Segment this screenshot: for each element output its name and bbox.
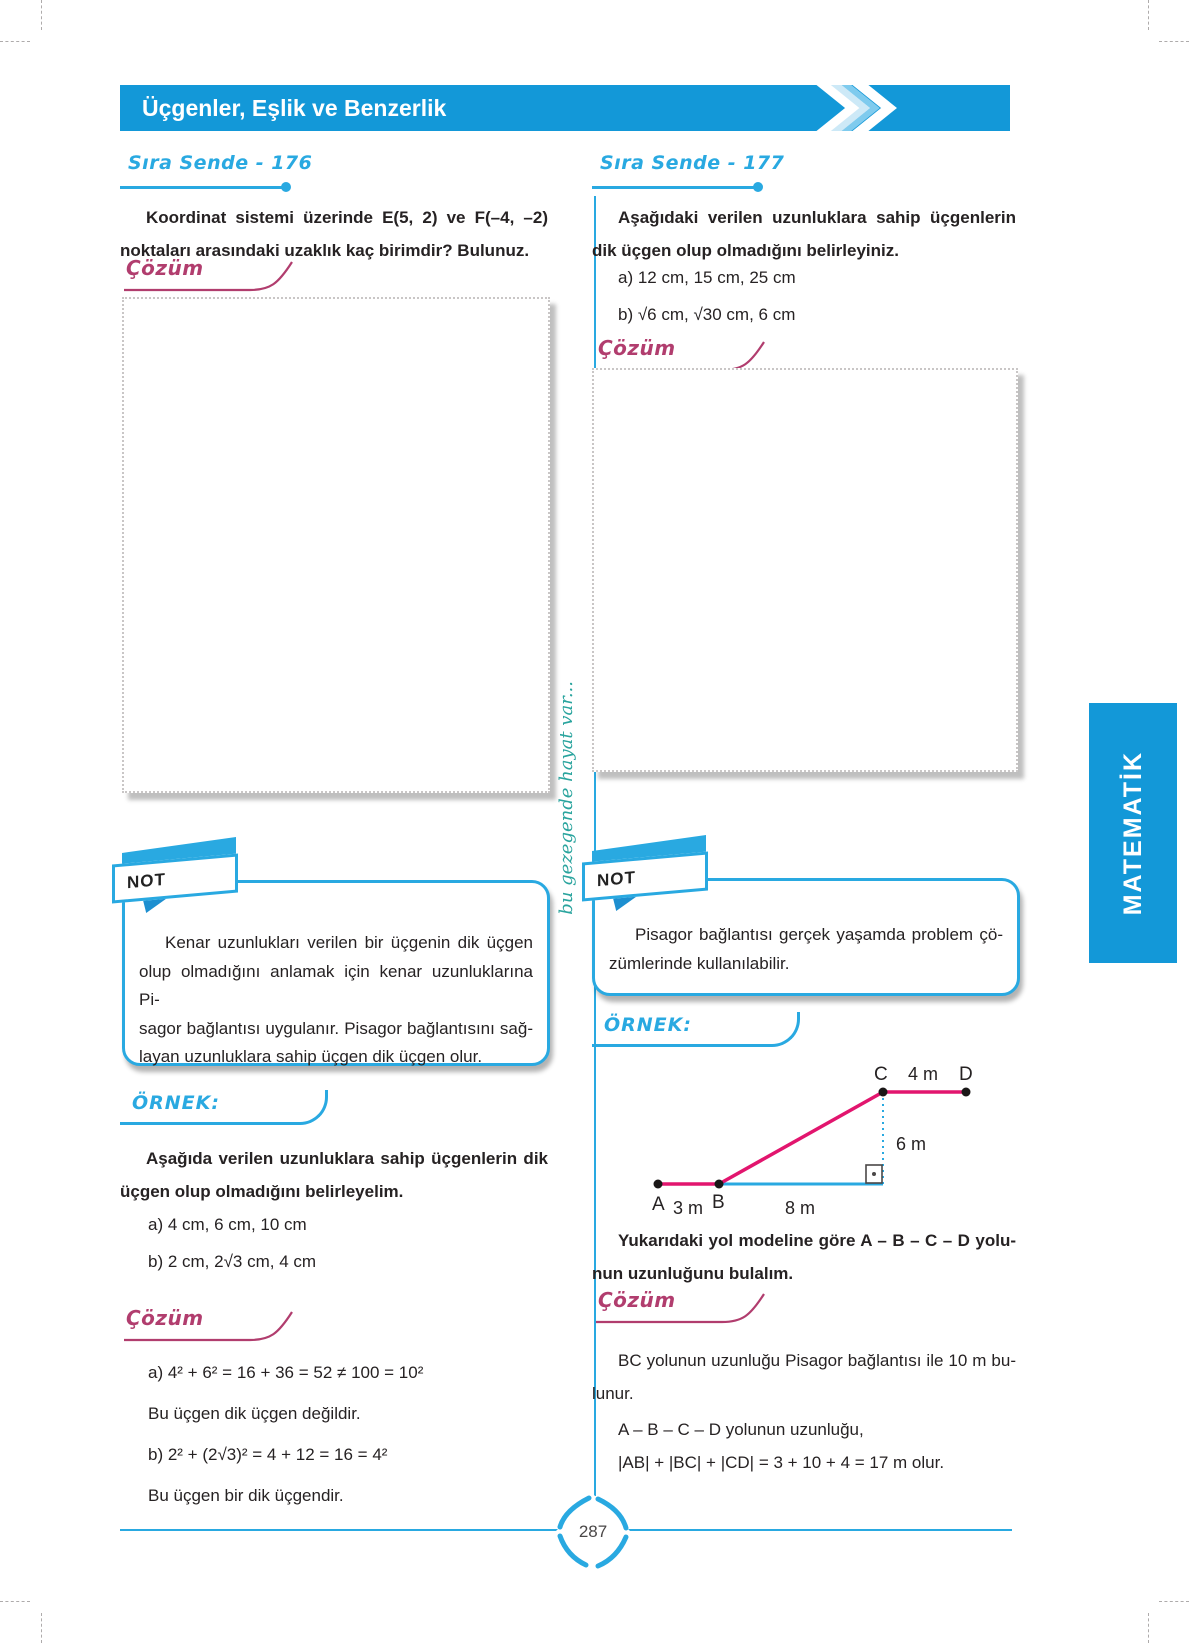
point-c-label: C	[874, 1064, 888, 1085]
length-height-label: 6 m	[896, 1134, 927, 1154]
example-item-b: b) 2 cm, 2√3 cm, 4 cm	[148, 1252, 317, 1271]
page-number: 287	[578, 1522, 608, 1541]
cozum-label	[122, 256, 312, 300]
crop-mark	[0, 41, 30, 42]
length-cd-label: 4 m	[907, 1064, 939, 1084]
solution-line: lunur.	[592, 1384, 634, 1403]
subject-side-tab-label: MATEMATİK	[1118, 750, 1147, 916]
cozum-label-text: Çözüm	[126, 1306, 204, 1330]
note-text	[609, 921, 1003, 978]
heading-dot	[753, 182, 763, 192]
solution-line: |AB| + |BC| + |CD| = 3 + 10 + 4 = 17 m olur.	[618, 1453, 945, 1472]
length-b-foot-label: 8 m	[784, 1198, 816, 1218]
example-item-a: a) 4 cm, 6 cm, 10 cm	[148, 1215, 307, 1234]
ornek-label-text: ÖRNEK:	[604, 1014, 692, 1036]
example-statement	[120, 1142, 548, 1208]
solution-line: Bu üçgen dik üçgen değildir.	[148, 1404, 361, 1423]
solution-line: b) 2² + (2√3)² = 4 + 12 = 16 = 4²	[148, 1445, 388, 1464]
chevron-icon	[813, 85, 933, 131]
cozum-label-text: Çözüm	[598, 336, 676, 360]
cozum-label-text: Çözüm	[126, 256, 204, 280]
example-caption	[592, 1224, 1016, 1290]
cozum-underline-icon	[122, 256, 307, 296]
point-d-dot	[962, 1088, 971, 1097]
note-line: Pisagor bağlantısı gerçek yaşamda problem çö-	[635, 925, 1003, 944]
cozum-label	[122, 1306, 312, 1350]
heading-underline	[592, 186, 758, 189]
question-line: noktaları arasındaki uzaklık kaç birimdir? Bulunuz.	[120, 241, 530, 260]
note-line: zümlerinde kullanılabilir.	[609, 953, 790, 973]
question-item-a: a) 12 cm, 15 cm, 25 cm	[618, 268, 796, 287]
solution-line: BC yolunun uzunluğu Pisagor bağlantısı ile 10 m bu-	[618, 1351, 1016, 1370]
solution-work	[148, 1352, 548, 1516]
length-ab-label: 3 m	[672, 1198, 704, 1218]
page-title: Üçgenler, Eşlik ve Benzerlik	[142, 95, 447, 121]
solution-work	[592, 1344, 1016, 1410]
crop-mark	[1159, 1601, 1189, 1602]
note-line: layan uzunluklara sahip üçgen dik üçgen olur.	[139, 1047, 483, 1066]
heading-underline	[120, 186, 286, 189]
question-line: Koordinat sistemi üzerinde E(5, 2) ve F(–4, –2)	[146, 208, 548, 227]
question-item-b: b) √6 cm, √30 cm, 6 cm	[618, 305, 796, 324]
path-diagram	[600, 1040, 1020, 1225]
cozum-label-text: Çözüm	[598, 1288, 676, 1312]
margin-script-text: bu gezegende hayat var...	[555, 680, 577, 915]
cozum-underline-icon	[594, 1288, 779, 1328]
question-line: Aşağıdaki verilen uzunluklara sahip üçgenlerin	[618, 208, 1016, 227]
question-177	[592, 201, 1016, 267]
note-ribbon	[112, 845, 246, 915]
section-heading-176: Sıra Sende - 176	[128, 152, 313, 174]
solution-line: a) 4² + 6² = 16 + 36 = 52 ≠ 100 = 10²	[148, 1363, 424, 1382]
note-ribbon	[582, 843, 716, 913]
cozum-label	[594, 1288, 784, 1332]
note-line: olup olmadığını anlamak için kenar uzunluklarına Pi-	[139, 961, 533, 1009]
example-line: Aşağıda verilen uzunluklara sahip üçgenlerin dik	[146, 1149, 548, 1168]
point-a-label: A	[652, 1194, 665, 1215]
crop-mark	[0, 1601, 30, 1602]
header-banner	[120, 85, 1010, 131]
subject-side-tab	[1089, 703, 1177, 963]
question-line: dik üçgen olup olmadığını belirleyiniz.	[592, 241, 899, 260]
note-text	[139, 929, 533, 1072]
crop-mark	[1159, 41, 1189, 42]
right-angle-dot	[872, 1172, 876, 1176]
caption-line: nun uzunluğunu bulalım.	[592, 1264, 794, 1283]
section-heading-177: Sıra Sende - 177	[600, 152, 785, 174]
point-c-dot	[879, 1088, 888, 1097]
cozum-underline-icon	[122, 1306, 307, 1346]
crop-mark	[1148, 0, 1149, 30]
example-line: üçgen olup olmadığını belirleyelim.	[120, 1182, 404, 1201]
page-number-diamond	[553, 1492, 633, 1572]
heading-dot	[281, 182, 291, 192]
point-d-label: D	[959, 1064, 973, 1085]
note-ribbon-label: NOT	[597, 867, 636, 890]
point-a-dot	[654, 1180, 663, 1189]
crop-mark	[41, 1613, 42, 1643]
crop-mark	[1148, 1613, 1149, 1643]
segment-bc	[719, 1092, 883, 1184]
solution-writing-box	[592, 368, 1018, 772]
solution-line: A – B – C – D yolunun uzunluğu,	[618, 1420, 864, 1439]
crop-mark	[41, 0, 42, 30]
point-b-dot	[715, 1180, 724, 1189]
solution-writing-box	[122, 297, 550, 793]
ornek-label	[120, 1090, 328, 1125]
solution-line: Bu üçgen bir dik üçgendir.	[148, 1486, 344, 1505]
caption-line: Yukarıdaki yol modeline göre A – B – C – D yolu-	[618, 1231, 1016, 1250]
note-line: sagor bağlantısı uygulanır. Pisagor bağlantısını sağ-	[139, 1018, 533, 1038]
point-b-label: B	[712, 1192, 725, 1213]
note-ribbon-label: NOT	[127, 869, 166, 892]
ornek-label-text: ÖRNEK:	[132, 1092, 220, 1114]
note-line: Kenar uzunlukları verilen bir üçgenin dik üçgen	[165, 933, 533, 952]
